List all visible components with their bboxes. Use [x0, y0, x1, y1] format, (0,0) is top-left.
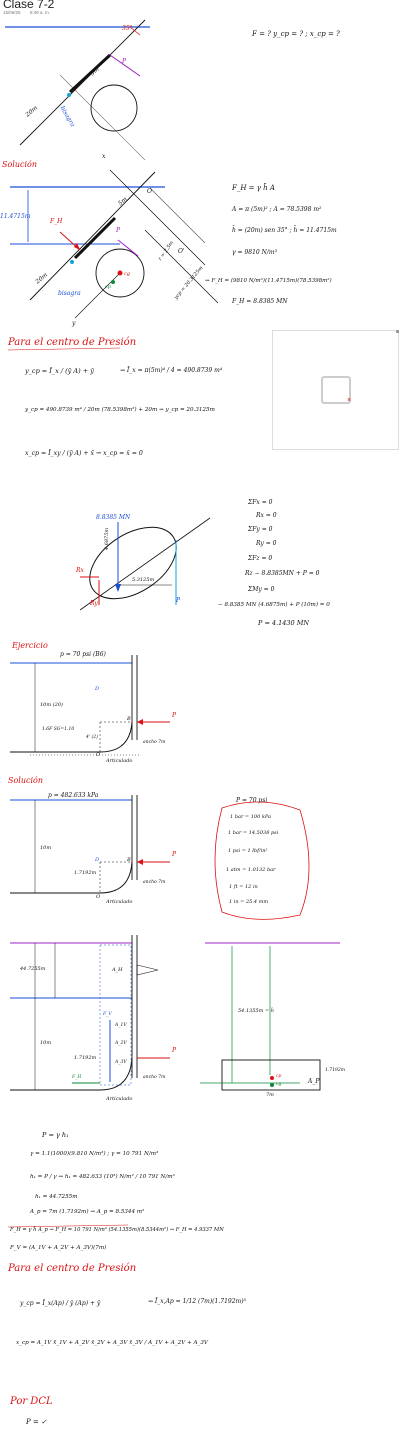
centro2-line-1b: ⇝ Ī_x,Ap = 1/12 (7m)(1.7192m)³	[148, 1298, 246, 1305]
heading-centro-presion: Para el centro de Presión	[8, 337, 137, 348]
ej-label-articulado: Articulado	[106, 758, 133, 764]
ej-label-B: B	[127, 716, 131, 722]
sol2-p-top: p = 482.633 kPa	[48, 792, 99, 799]
calc-line-3: h₁ = P / γ ⇝ h₁ = 482.633 (10³) N/m² / 10 791 N/m³	[30, 1174, 175, 1180]
ej-label-D: D	[95, 686, 100, 692]
conversion-line: 1 psi = 1 lbf/in²	[228, 848, 268, 854]
sol2-label-articulado: Articulado	[106, 899, 133, 905]
sol3-label-P: P	[172, 1047, 177, 1054]
sol-hbar: 11.4715m	[0, 213, 31, 220]
sol2-label-ancho: ancho 7m	[143, 880, 166, 885]
figure-solucion-gate	[10, 170, 218, 318]
dcl-eq: ΣMy = 0	[248, 586, 275, 593]
sol-label-Oprime: O'	[178, 248, 185, 255]
sol-label-FH: F_H	[50, 218, 63, 225]
sol-label-cg: cg	[124, 271, 131, 277]
sol3-h1: 44.7255m	[20, 966, 46, 972]
centro2-line-2: x_cp = A_1V x̄_1V + A_2V x̄_2V + A_3V x̄_3V / A_1V + A_2V + A_3V	[16, 1340, 208, 1346]
dcl-eq: Rx = 0	[256, 512, 277, 519]
sol3-right-h: 54.1355m = h̄	[238, 1008, 275, 1014]
sol-label-yc: ycp = 20.3125m	[173, 265, 205, 301]
calc-line-7: F_V = (A_1V + A_2V + A_3V)(7m)	[10, 1245, 107, 1251]
image-placeholder	[272, 330, 399, 450]
centro-eq-1b: ⇝ Ī_x = π(5m)⁴ / 4 = 490.8739 m⁴	[120, 367, 223, 374]
sol3-label-articulado: Articulado	[106, 1096, 133, 1102]
calc-line-2: γ = 1.1(1000)(9.810 N/m³) ; γ = 10 791 N/m³	[30, 1151, 159, 1157]
heading-por-dcl: Por DCL	[10, 1396, 53, 1407]
conversion-line: 1 bar = 14.5038 psi	[228, 830, 279, 836]
sol3-label-A2V: A_2V	[115, 1041, 127, 1046]
placeholder-resize-handle[interactable]	[396, 330, 399, 333]
calc-line-6: F_H = γ h̄ A_p ⇝ F_H = 10 791 N/m³ (54.1355m)(8.5344m²) ⇝ F_H = 4.9337 MN	[10, 1227, 224, 1233]
sol-eq-1: F_H = γ h̄ A	[232, 184, 275, 192]
sol-label-20m: 20m	[34, 271, 50, 286]
sol3-right-AP: A_P	[308, 1078, 320, 1085]
figure-top-gate	[5, 20, 150, 160]
centro-eq-2: y_cp = 490.8739 m⁴ / 20m (78.5398m²) + 20m ⇝ y_cp = 20.3125m	[25, 407, 215, 413]
dcl-d2: 5.3125m	[132, 577, 155, 583]
sol-eq-2: A = π (5m)² ; A = 78.5398 m²	[232, 206, 322, 213]
heading-solucion: Solución	[2, 160, 38, 169]
sol-eq-6: F_H = 8.8385 MN	[232, 298, 288, 305]
sol3-label-10m: 10m	[40, 1040, 52, 1046]
sol-eq-5: ⇝ F_H = (9810 N/m³)(11.4715m)(78.5398m²)	[205, 278, 332, 284]
image-broken-icon: ×	[347, 397, 352, 404]
sol-x-axis: x	[102, 153, 106, 160]
top-label-angle: 35°	[122, 25, 133, 32]
dcl-eq: P = 4.1430 MN	[258, 619, 310, 627]
top-label-5m: 5m	[88, 65, 101, 78]
sol3-right-b: 7m	[266, 1092, 274, 1098]
unknowns-line: F = ? y_cp = ? ; x_cp = ?	[252, 30, 340, 38]
sol-label-P: P	[116, 227, 121, 234]
centro-eq-3: x_cp = Ī_xy / (ȳ A) + x̄ ⇝ x_cp = x̄ = 0	[25, 450, 143, 457]
sol2-label-D: D	[95, 857, 100, 863]
sol3-label-AH: A_H	[112, 967, 123, 973]
sol-eq-3: h̄ = (20m) sen 35° ; h̄ = 11.4715m	[232, 227, 337, 234]
figure-solucion3-tank	[10, 935, 340, 1090]
sol-label-O: O	[147, 188, 152, 195]
calc-line-4: h₁ = 44.7255m	[35, 1194, 78, 1200]
ej-label-10m: 10m (20)	[40, 702, 63, 708]
sol2-label-O: O	[96, 894, 101, 900]
dcl-eq: ΣFx = 0	[248, 499, 273, 506]
centro2-line-1: y_cp = Ī_x(Ap) / ȳ (Ap) + ȳ	[20, 1300, 101, 1307]
sol3-label-ancho: ancho 7m	[143, 1075, 166, 1080]
sol3-label-r: 1.7192m	[74, 1055, 97, 1061]
sol2-label-r: 1.7192m	[74, 870, 97, 876]
ej-label-4: 4' (2)	[86, 735, 98, 740]
dcl-eq: Rz − 8.8385MN + P = 0	[245, 570, 320, 577]
sol-label-r: r = 2.5m	[157, 240, 176, 262]
conversion-line: 1 in = 25.4 mm	[229, 899, 269, 905]
dcl-eq: ΣFz = 0	[248, 555, 273, 562]
calc-line-1: P = γ h₁	[42, 1131, 69, 1139]
ej-p-top: p = 70 psi (B6)	[60, 651, 106, 658]
dcl-eq: ΣFy = 0	[248, 526, 273, 533]
ej-label-ge: 1.6F SG=1.10	[42, 727, 75, 732]
sol2-label-B: B	[127, 857, 131, 863]
dcl-force: 8.8385 MN	[96, 514, 131, 521]
conversion-line: 1 atm = 1.0132 bar	[226, 867, 276, 873]
ej-label-ancho: ancho 7m	[143, 740, 166, 745]
heading-solucion2: Solución	[8, 776, 44, 785]
heading-centro-presion-2: Para el centro de Presión	[8, 1263, 137, 1274]
page-time: 8:49 a. m.	[30, 10, 51, 15]
conversion-line: 1 ft = 12 in	[229, 884, 258, 890]
page-date: 15/06/25	[3, 10, 21, 15]
dcl-eq: − 8.8385 MN (4.6875m) + P (10m) = 0	[218, 602, 330, 608]
figure-dcl	[77, 513, 210, 614]
top-label-20m: 20m	[24, 104, 40, 119]
sol-eq-4: γ = 9810 N/m³	[232, 249, 277, 256]
sol2-conv-title: P = 70 psi	[236, 797, 268, 804]
sol3-label-A3V: A_3V	[115, 1060, 127, 1065]
sol-label-5m: 5m	[116, 195, 129, 208]
dcl-label-Ry: Ry	[90, 600, 98, 607]
sol3-label-A1V: A_1V	[115, 1023, 127, 1028]
sol3-right-w: 1.7192m	[325, 1068, 346, 1073]
dcl-eq: Ry = 0	[256, 540, 277, 547]
sol3-right-cg: cg	[276, 1082, 282, 1087]
sol-label-cp: cp	[105, 284, 112, 290]
top-label-bisagra: bisagra	[58, 104, 77, 129]
sol2-label-P: P	[172, 851, 177, 858]
dcl-label-Rx: Rx	[76, 567, 84, 574]
dcl-label-P: P	[176, 597, 181, 604]
sol-y-axis: y	[72, 320, 76, 327]
sol3-label-FH: F_H	[72, 1075, 82, 1080]
sol2-label-10m: 10m	[40, 845, 52, 851]
page-title: Clase 7-2	[3, 0, 55, 11]
ej-label-P: P	[172, 712, 177, 719]
sol3-label-FV: F_V	[103, 1012, 112, 1017]
calc-line-5: A_p = 7m (1.7192m) ⇝ A_p = 8.5344 m²	[30, 1209, 145, 1215]
pordcl-line: P = ✓	[26, 1418, 47, 1426]
centro-eq-1: y_cp = Ī_x / (ȳ A) + ȳ	[25, 367, 94, 375]
dcl-d1: 4.6875m	[104, 527, 111, 551]
top-label-P: P	[122, 58, 127, 65]
heading-ejercicio: Ejercicio	[12, 641, 48, 650]
conversion-line: 1 bar = 100 kPa	[230, 814, 271, 820]
sol-label-bisagra: bisagra	[58, 290, 81, 297]
sol3-right-cp: cp	[276, 1074, 282, 1079]
ej-label-O: O	[96, 752, 101, 758]
